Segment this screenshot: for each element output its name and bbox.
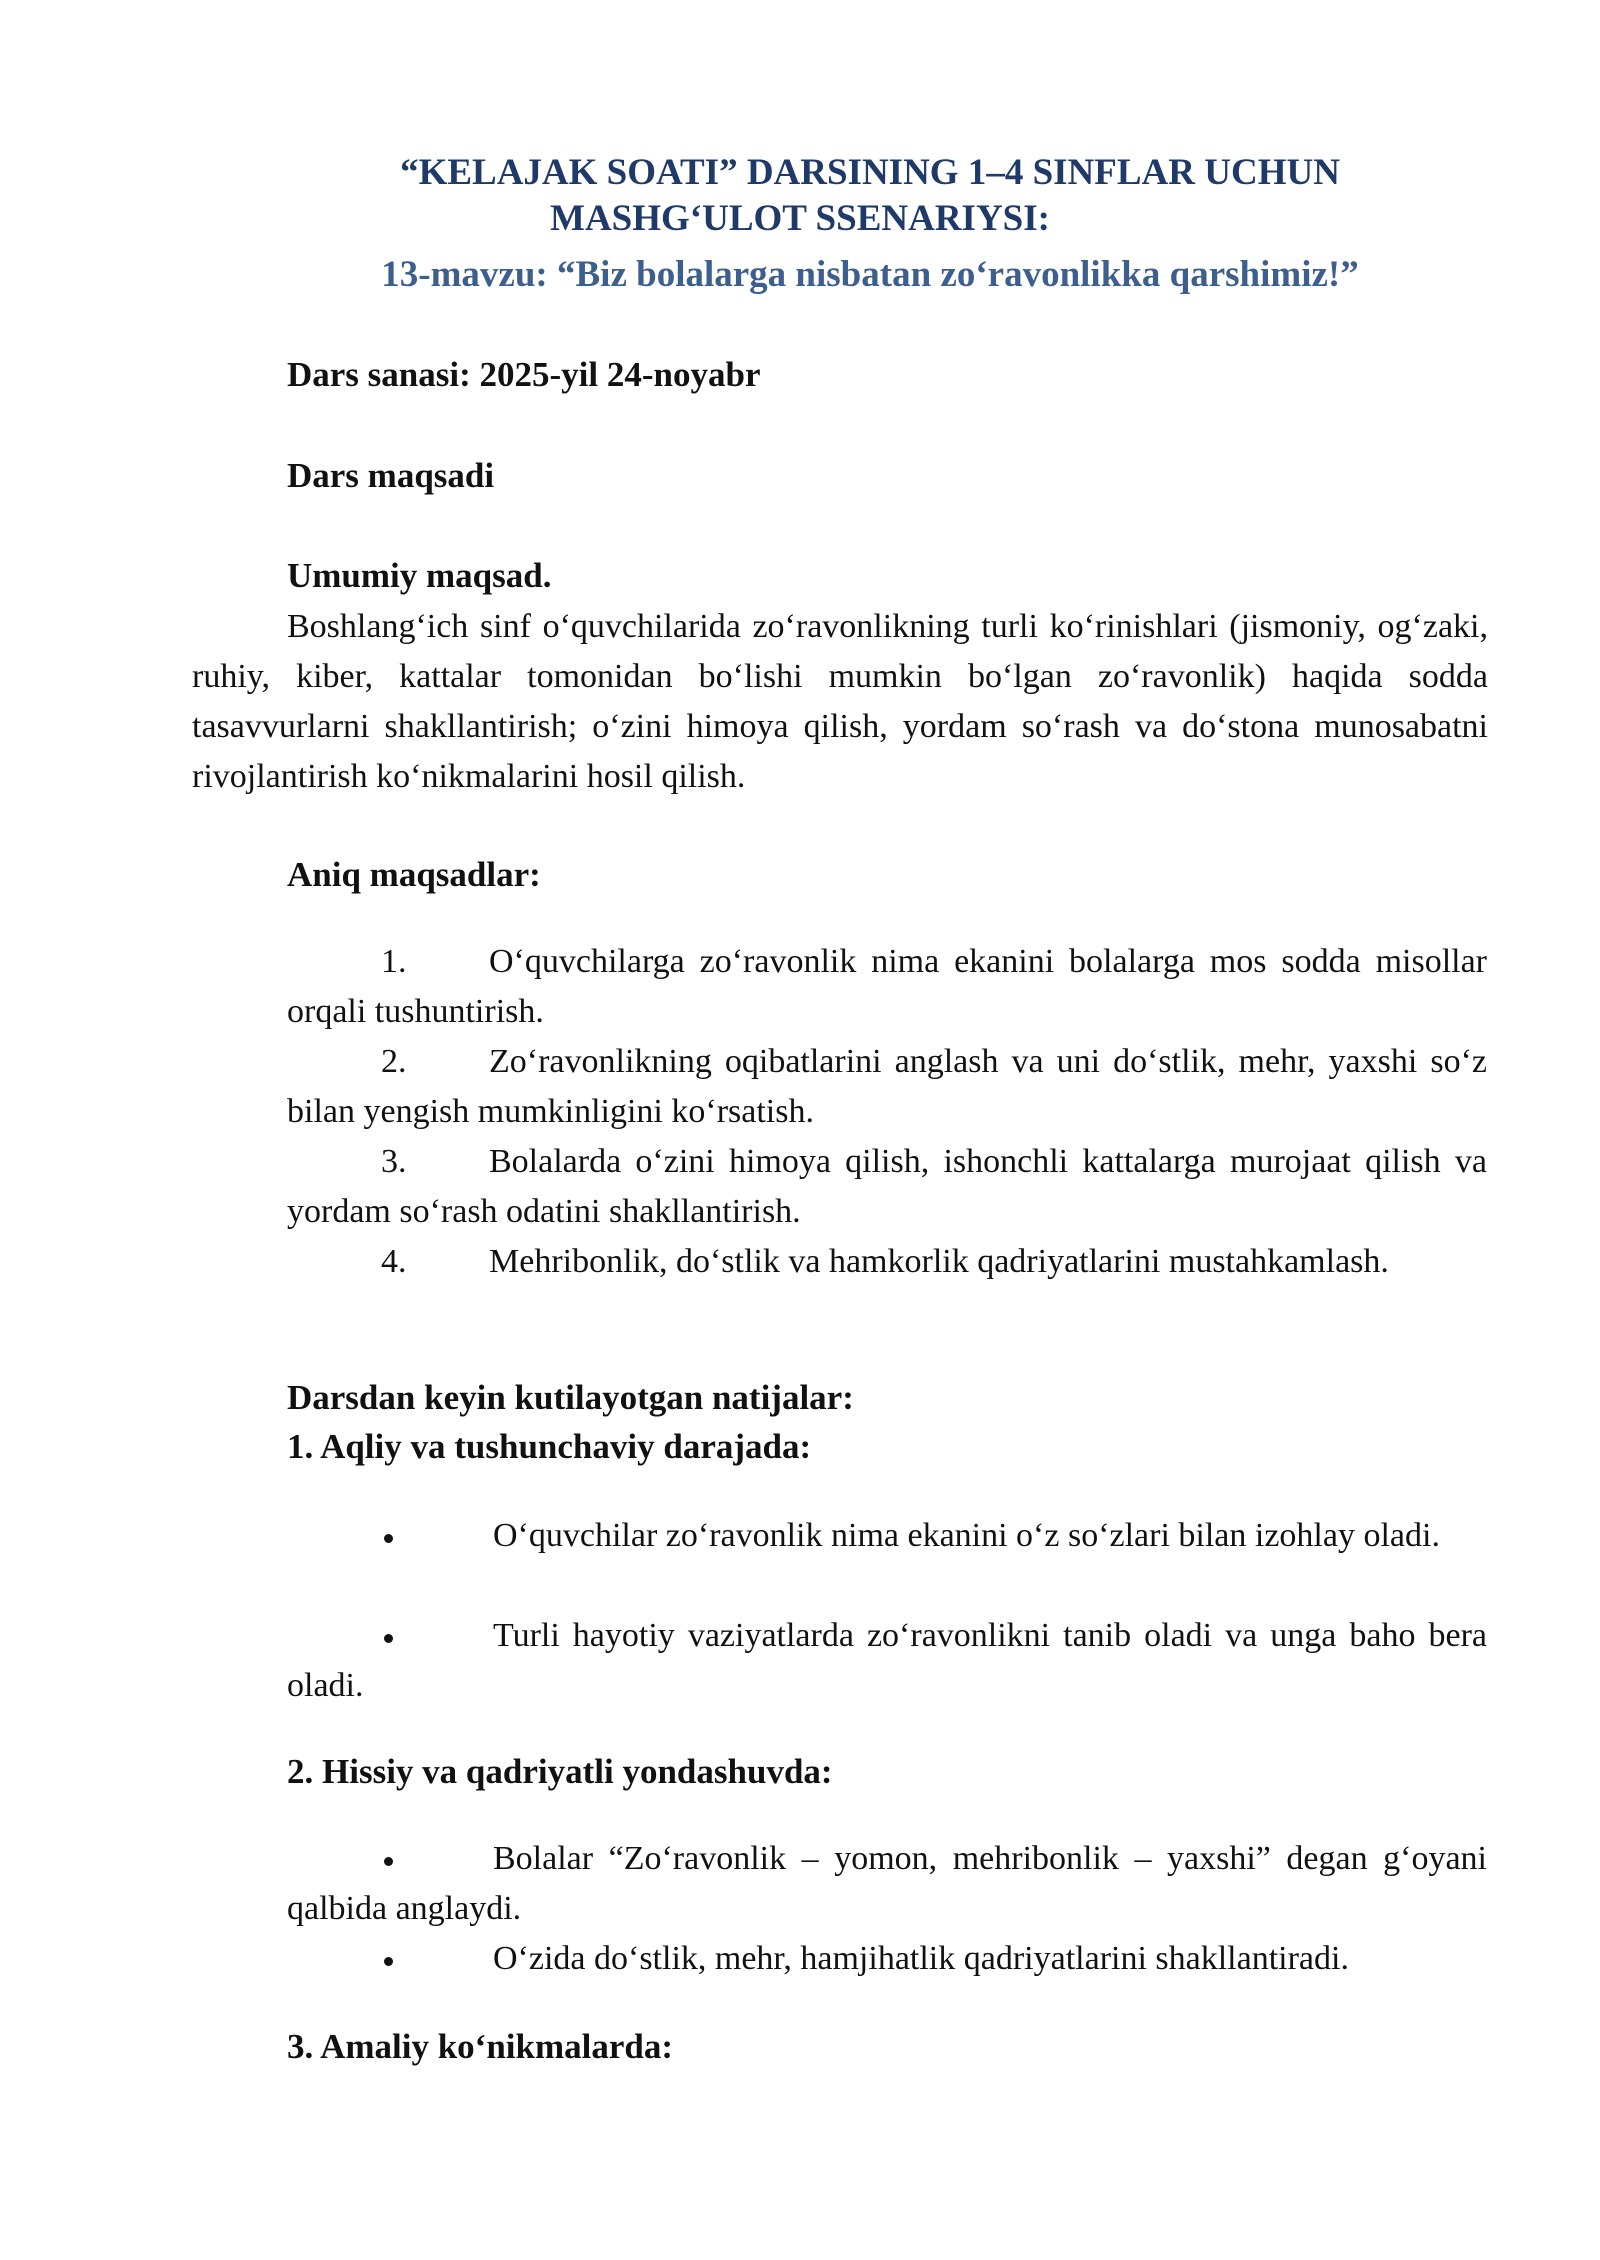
goal-heading: Dars maqsadi [287, 456, 495, 495]
list-item-number: 1. [381, 943, 407, 980]
lesson-date: Dars sanasi: 2025-yil 24-noyabr [287, 355, 761, 394]
outcome1-heading: 1. Aqliy va tushunchaviy darajada: [287, 1427, 812, 1466]
list-item [287, 1037, 1487, 1137]
bullet-item-text: Turli hayotiy vaziyatlarda zo‘ravonlikni tanib oladi va unga baho bera oladi. [287, 1617, 1487, 1704]
bullet-item [287, 1611, 1487, 1711]
bullet-icon [384, 1634, 393, 1643]
list-item [287, 937, 1487, 1037]
bullet-item [287, 1934, 1487, 1984]
document-title-line1: “KELAJAK SOATI” DARSINING 1–4 SINFLAR UCHUN [400, 152, 1340, 193]
specific-goals-heading: Aniq maqsadlar: [287, 855, 541, 894]
general-goal-text: Boshlang‘ich sinf o‘quvchilarida zo‘ravonlikning turli ko‘rinishlari (jismoniy, og‘zaki, ruhiy, kiber, kattalar tomonidan bo‘lishi mumkin bo‘lgan zo‘ravonlik) haqida sodda tasavvurlarni shakllantirish; o‘zini himoya qilish, yordam so‘rash va do‘stona munosabatni rivojlantirish ko‘nikmalarini hosil qilish. [192, 608, 1488, 795]
bullet-item [287, 1834, 1487, 1934]
document-title-line2: MASHG‘ULOT SSENARIYSI: [550, 198, 1050, 239]
bullet-icon [384, 1857, 393, 1866]
list-item [287, 1237, 1487, 1287]
bullet-item-text: O‘zida do‘stlik, mehr, hamjihatlik qadriyatlarini shakllantiradi. [493, 1940, 1349, 1977]
list-item-number: 3. [381, 1143, 407, 1180]
bullet-item-text: Bolalar “Zo‘ravonlik – yomon, mehribonlik – yaxshi” degan g‘oyani qalbida anglaydi. [287, 1840, 1487, 1927]
outcome3-heading: 3. Amaliy ko‘nikmalarda: [287, 2027, 674, 2066]
list-item-number: 2. [381, 1043, 407, 1080]
list-item-text: O‘quvchilarga zo‘ravonlik nima ekanini bolalarga mos sodda misollar orqali tushuntirish. [287, 943, 1487, 1030]
bullet-icon [384, 1957, 393, 1966]
list-item-number: 4. [381, 1243, 407, 1280]
bullet-item-text: O‘quvchilar zo‘ravonlik nima ekanini o‘z so‘zlari bilan izohlay oladi. [493, 1517, 1440, 1554]
list-item-text: Mehribonlik, do‘stlik va hamkorlik qadriyatlarini mustahkamlash. [489, 1243, 1389, 1280]
list-item-text: Zo‘ravonlikning oqibatlarini anglash va uni do‘stlik, mehr, yaxshi so‘z bilan yengish mumkinligini ko‘rsatish. [287, 1043, 1487, 1130]
outcomes-heading: Darsdan keyin kutilayotgan natijalar: [287, 1378, 854, 1417]
list-item-text: Bolalarda o‘zini himoya qilish, ishonchli kattalarga murojaat qilish va yordam so‘rash odatini shakllantirish. [287, 1143, 1487, 1230]
general-goal-heading: Umumiy maqsad. [287, 556, 552, 595]
bullet-item [287, 1511, 1487, 1561]
list-item [287, 1137, 1487, 1237]
outcome2-heading: 2. Hissiy va qadriyatli yondashuvda: [287, 1752, 833, 1791]
document-subtitle: 13-mavzu: “Biz bolalarga nisbatan zo‘ravonlikka qarshimiz!” [381, 254, 1359, 295]
bullet-icon [384, 1534, 393, 1543]
